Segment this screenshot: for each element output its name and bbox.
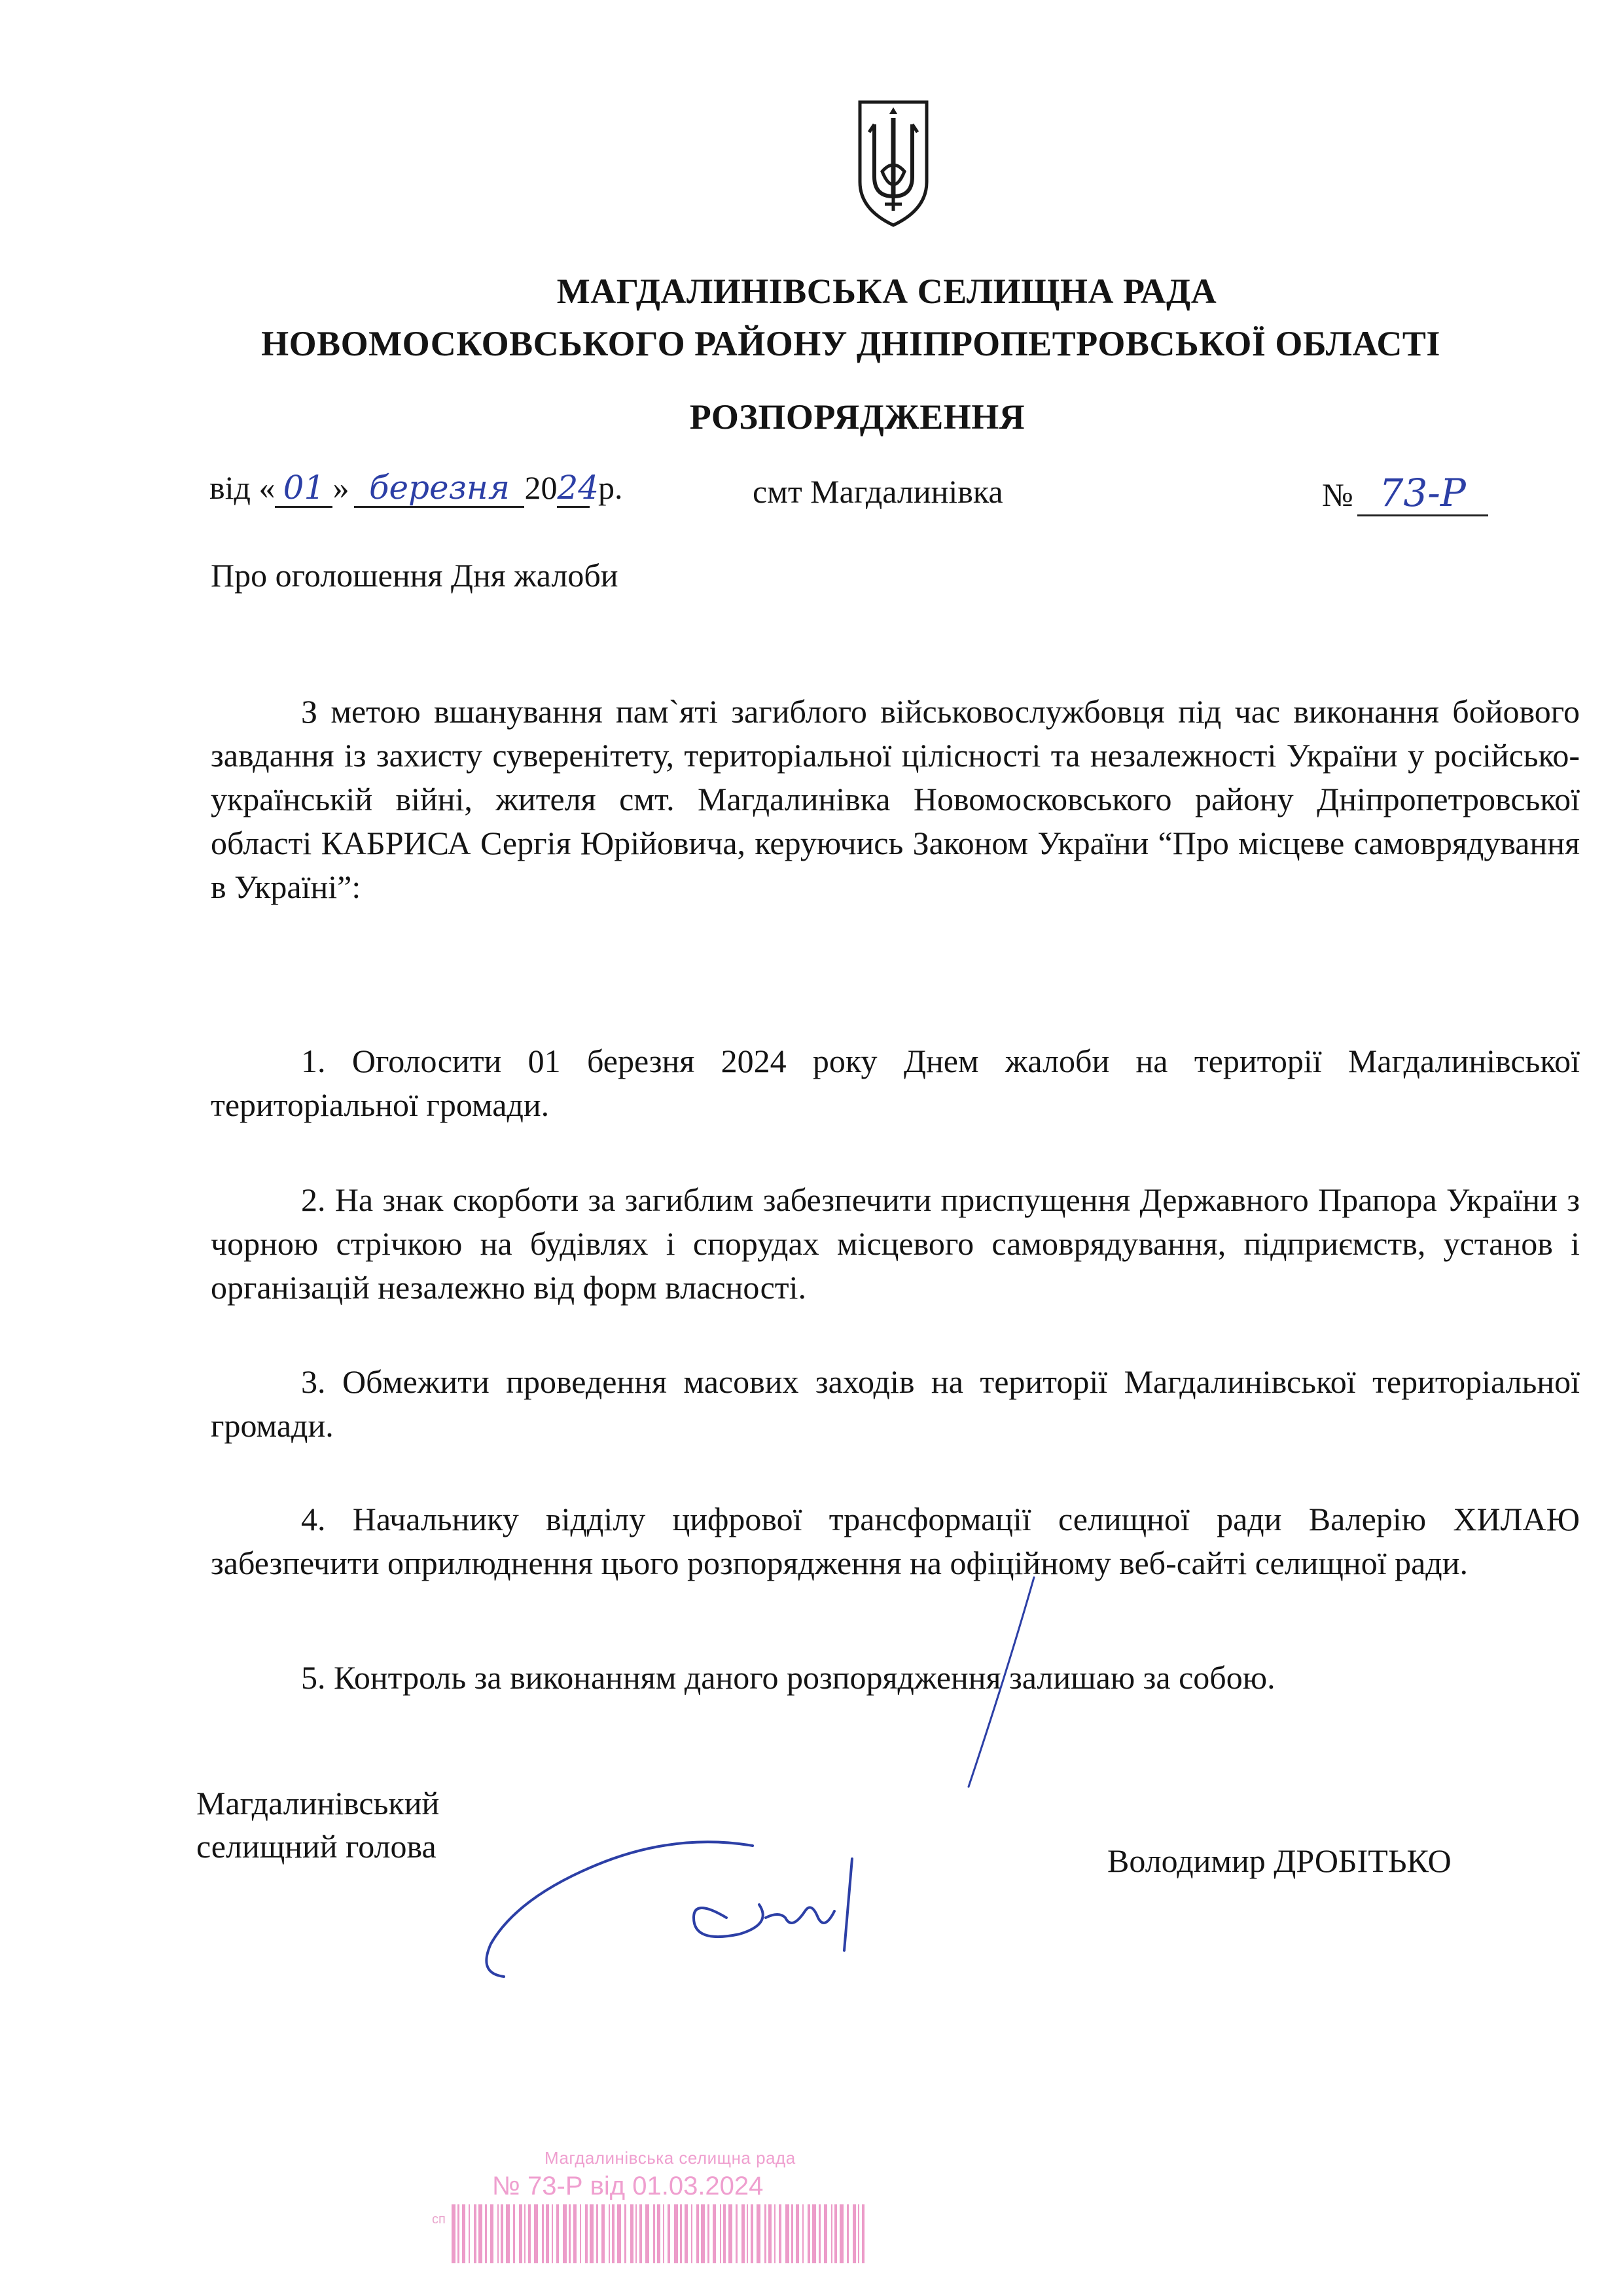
number-prefix: № xyxy=(1322,476,1353,513)
barcode-bar xyxy=(847,2204,849,2263)
position-line-1: Магдалинівський xyxy=(196,1785,440,1821)
barcode-bar xyxy=(596,2204,598,2263)
barcode-bar xyxy=(457,2204,459,2263)
barcode-bar xyxy=(824,2204,827,2263)
document-subject: Про оголошення Дня жалоби xyxy=(211,557,618,594)
barcode-bar xyxy=(630,2204,633,2263)
barcode-bar xyxy=(546,2204,549,2263)
barcode-bar xyxy=(580,2204,581,2263)
document-number xyxy=(1322,473,1488,516)
barcode-bar xyxy=(696,2204,699,2263)
document-type: РОЗПОРЯДЖЕННЯ xyxy=(689,397,1026,437)
barcode-bar xyxy=(528,2204,531,2263)
number-value: 73-Р xyxy=(1357,473,1488,516)
barcode-bar xyxy=(657,2204,660,2263)
barcode-bar xyxy=(612,2204,615,2263)
barcode-bar xyxy=(639,2204,642,2263)
barcode-bar xyxy=(573,2204,577,2263)
barcode-bar xyxy=(552,2204,553,2263)
preamble-paragraph: З метою вшанування пам`яті загиблого військовослужбовця під час виконання бойового завдання із захисту суверенітету, територіальної цілісності та незалежності України у російсько-українській війні, жителя смт. Магдалинівка Новомосковського району Дніпропетровської області КАБРИСА Сергія Юрійовича, керуючись Законом України “Про місцеве самоврядування в Україні”: xyxy=(211,693,1580,905)
barcode-bar xyxy=(713,2204,716,2263)
barcode-bar xyxy=(563,2204,567,2263)
barcode-bar xyxy=(668,2204,670,2263)
stamp-registration-number: № 73-Р від 01.03.2024 xyxy=(492,2172,764,2200)
barcode-bar xyxy=(569,2204,571,2263)
barcode-bar xyxy=(524,2204,526,2263)
barcode-bar xyxy=(542,2204,544,2263)
barcode-bar xyxy=(534,2204,538,2263)
item-5: 5. Контроль за виконанням даного розпорядження залишаю за собою. xyxy=(301,1659,1275,1696)
barcode-bar xyxy=(674,2204,678,2263)
barcode-bar xyxy=(796,2204,799,2263)
position-line-2: селищний голова xyxy=(196,1828,437,1865)
handwritten-signature xyxy=(478,1820,883,1990)
barcode-bar xyxy=(785,2204,789,2263)
barcode-bar xyxy=(741,2204,745,2263)
barcode-bar xyxy=(680,2204,682,2263)
stamp-organization: Магдалинівська селищна рада xyxy=(544,2148,796,2168)
place-of-issue: смт Магдалинівка xyxy=(753,473,1003,510)
barcode-bar xyxy=(723,2204,726,2263)
pen-stroke-mark xyxy=(929,1571,1047,1793)
item-3: 3. Обмежити проведення масових заходів на території Магдалинівської територіальної громади. xyxy=(211,1363,1580,1444)
barcode-bar xyxy=(808,2204,810,2263)
barcode-bar xyxy=(768,2204,772,2263)
barcode-bar xyxy=(779,2204,781,2263)
registration-barcode xyxy=(452,2204,870,2263)
item-1: 1. Оголосити 01 березня 2024 року Днем жалоби на території Магдалинівської територіальної громади. xyxy=(211,1043,1580,1123)
barcode-bar xyxy=(497,2204,499,2263)
barcode-bar xyxy=(506,2204,510,2263)
date-year-prefix: 20 xyxy=(524,469,558,506)
barcode-bar xyxy=(691,2204,692,2263)
date-prefix: від « xyxy=(209,469,276,506)
barcode-bar xyxy=(764,2204,766,2263)
barcode-bar xyxy=(635,2204,637,2263)
barcode-bar xyxy=(462,2204,465,2263)
barcode-bar xyxy=(452,2204,455,2263)
barcode-bar xyxy=(513,2204,515,2263)
barcode-bar xyxy=(858,2204,859,2263)
barcode-bar xyxy=(757,2204,760,2263)
barcode-bar xyxy=(728,2204,732,2263)
barcode-bar xyxy=(747,2204,748,2263)
barcode-bar xyxy=(853,2204,856,2263)
barcode-bar xyxy=(862,2204,865,2263)
stamp-prefix: сп xyxy=(432,2212,446,2227)
barcode-bar xyxy=(834,2204,837,2263)
trident-coat-of-arms-icon xyxy=(855,98,932,229)
barcode-bar xyxy=(701,2204,705,2263)
barcode-bar xyxy=(601,2204,605,2263)
barcode-bar xyxy=(609,2204,610,2263)
barcode-bar xyxy=(474,2204,476,2263)
barcode-bar xyxy=(831,2204,832,2263)
barcode-bar xyxy=(653,2204,655,2263)
signatory-position xyxy=(196,1782,439,1868)
district-name: НОВОМОСКОВСЬКОГО РАЙОНУ ДНІПРОПЕТРОВСЬКОЇ ОБЛАСТІ xyxy=(261,324,1440,363)
barcode-bar xyxy=(840,2204,844,2263)
date-suffix: р. xyxy=(590,469,623,506)
barcode-bar xyxy=(707,2204,709,2263)
date-line xyxy=(209,469,622,508)
barcode-bar xyxy=(685,2204,688,2263)
barcode-bar xyxy=(469,2204,470,2263)
barcode-bar xyxy=(490,2204,493,2263)
barcode-bar xyxy=(720,2204,721,2263)
barcode-bar xyxy=(624,2204,626,2263)
barcode-bar xyxy=(774,2204,776,2263)
barcode-bar xyxy=(736,2204,738,2263)
barcode-bar xyxy=(812,2204,816,2263)
item-2: 2. На знак скорботи за загиблим забезпечити приспущення Державного Прапора України з чорною стрічкою на будівлях і спорудах місцевого самоврядування, підприємств, установ і організацій незалежно від форм власності. xyxy=(211,1181,1580,1306)
barcode-bar xyxy=(819,2204,821,2263)
barcode-bar xyxy=(751,2204,753,2263)
barcode-bar xyxy=(617,2204,621,2263)
barcode-bar xyxy=(556,2204,559,2263)
council-name: МАГДАЛИНІВСЬКА СЕЛИЩНА РАДА xyxy=(556,272,1217,311)
barcode-bar xyxy=(663,2204,664,2263)
date-sep: » xyxy=(332,469,349,506)
date-day: 01 xyxy=(275,470,332,508)
barcode-bar xyxy=(585,2204,588,2263)
date-year-suffix: 24 xyxy=(557,469,599,507)
signatory-name: Володимир ДРОБІТЬКО xyxy=(1107,1842,1452,1879)
barcode-bar xyxy=(645,2204,649,2263)
barcode-bar xyxy=(485,2204,487,2263)
barcode-bar xyxy=(478,2204,482,2263)
date-month: березня xyxy=(354,470,524,508)
barcode-bar xyxy=(590,2204,594,2263)
barcode-bar xyxy=(519,2204,522,2263)
barcode-bar xyxy=(501,2204,503,2263)
barcode-bar xyxy=(791,2204,793,2263)
barcode-bar xyxy=(802,2204,804,2263)
item-4: 4. Начальнику відділу цифрової трансформації селищної ради Валерію ХИЛАЮ забезпечити оприлюднення цього розпорядження на офіційному веб-сайті селищної ради. xyxy=(211,1501,1580,1581)
